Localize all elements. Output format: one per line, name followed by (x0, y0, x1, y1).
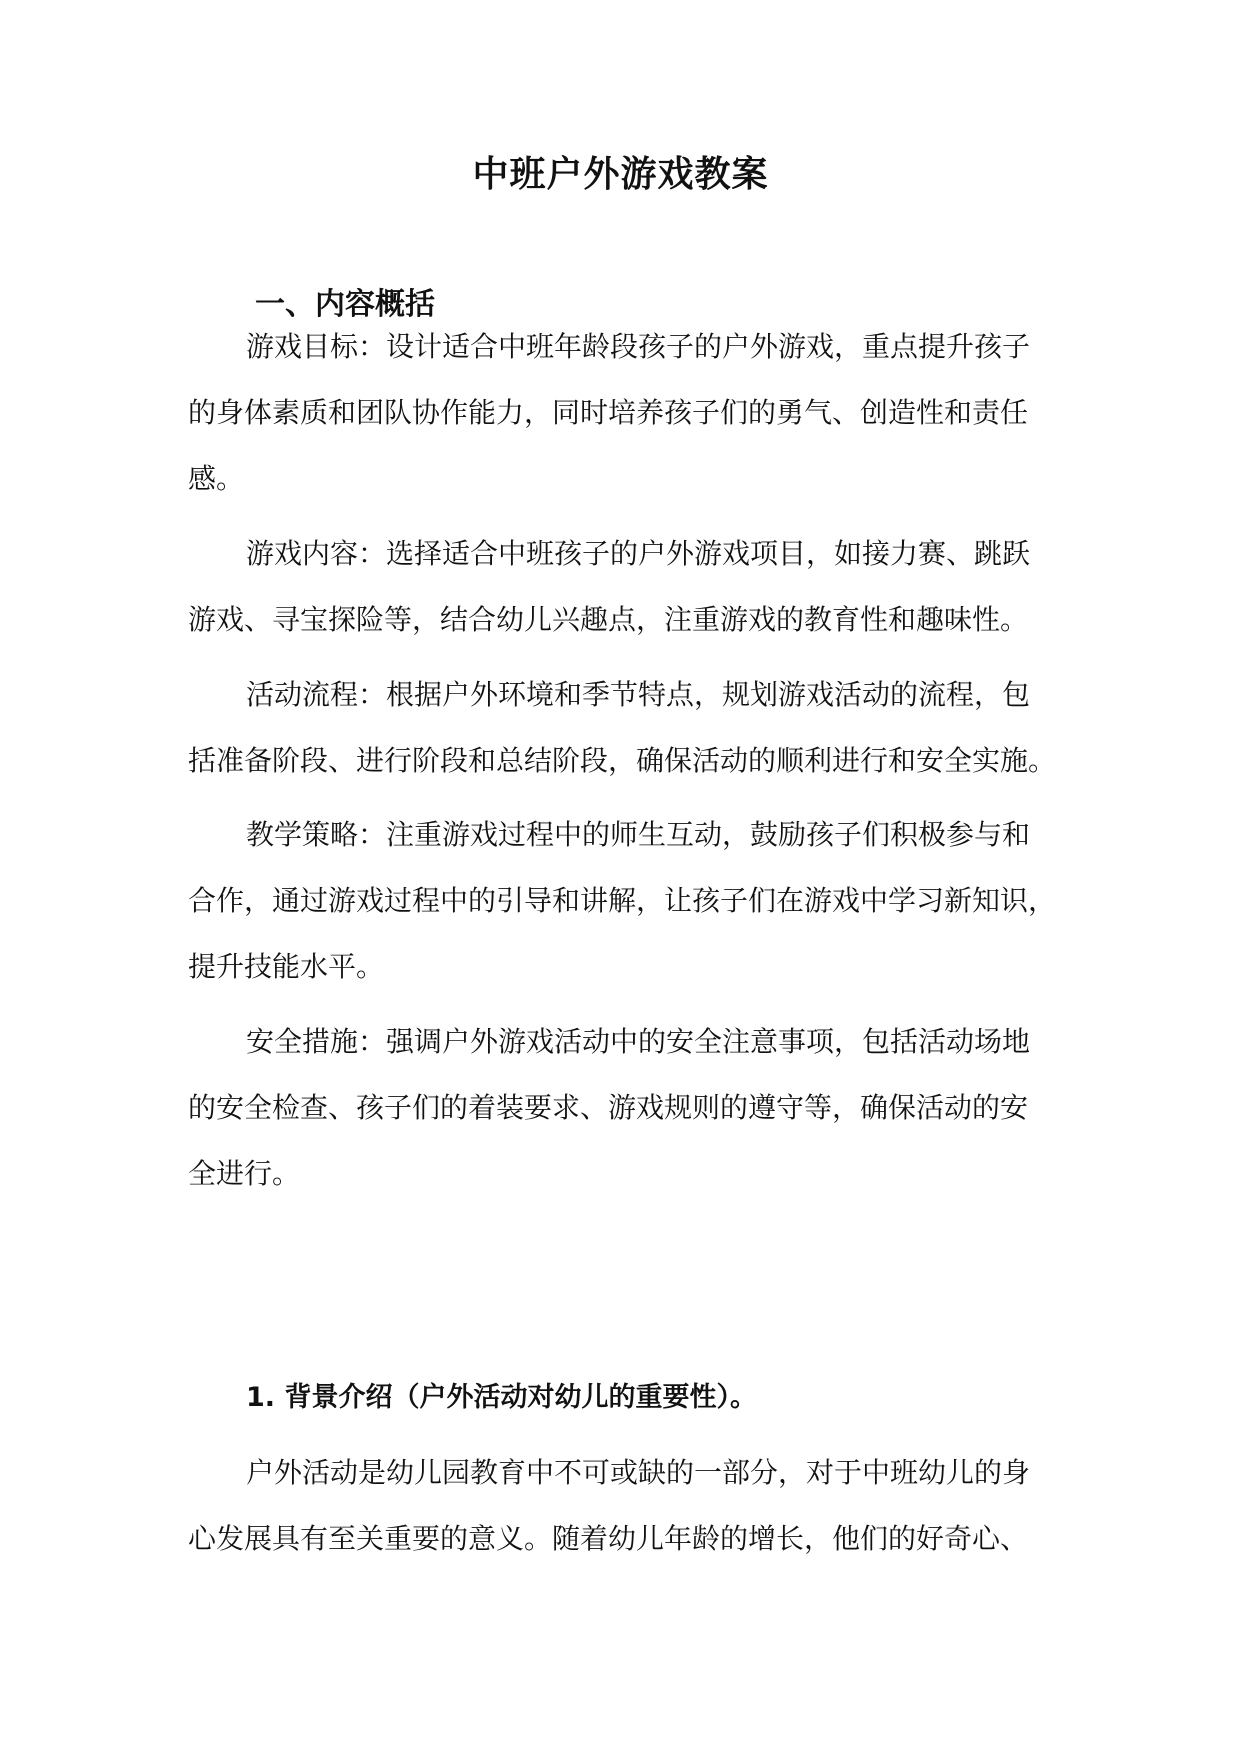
paragraph-line: 游戏目标：设计适合中班年龄段孩子的户外游戏，重点提升孩子 (246, 330, 1031, 363)
section-heading-content-summary: 一、内容概括 (255, 287, 435, 322)
paragraph-line: 的安全检查、孩子们的着装要求、游戏规则的遵守等，确保活动的安 (188, 1091, 1029, 1124)
paragraph-line: 提升技能水平。 (188, 950, 385, 983)
paragraph-line: 心发展具有至关重要的意义。随着幼儿年龄的增长，他们的好奇心、 (188, 1522, 1029, 1555)
paragraph-line: 游戏、寻宝探险等，结合幼儿兴趣点，注重游戏的教育性和趣味性。 (188, 603, 1029, 636)
paragraph-line: 安全措施：强调户外游戏活动中的安全注意事项，包括活动场地 (246, 1025, 1031, 1058)
paragraph-line: 感。 (188, 462, 245, 495)
paragraph-line: 游戏内容：选择适合中班孩子的户外游戏项目，如接力赛、跳跃 (246, 537, 1031, 570)
paragraph-line: 合作，通过游戏过程中的引导和讲解，让孩子们在游戏中学习新知识， (188, 884, 1057, 917)
paragraph-line: 教学策略：注重游戏过程中的师生互动，鼓励孩子们积极参与和 (246, 818, 1031, 851)
paragraph-line: 活动流程：根据户外环境和季节特点，规划游戏活动的流程，包 (246, 678, 1031, 711)
paragraph-line: 户外活动是幼儿园教育中不可或缺的一部分，对于中班幼儿的身 (246, 1456, 1031, 1489)
paragraph-line: 全进行。 (188, 1157, 301, 1190)
paragraph-line: 的身体素质和团队协作能力，同时培养孩子们的勇气、创造性和责任 (188, 396, 1029, 429)
paragraph-line: 括准备阶段、进行阶段和总结阶段，确保活动的顺利进行和安全实施。 (188, 744, 1057, 777)
subsection-heading-background: 1. 背景介绍（户外活动对幼儿的重要性）。 (246, 1382, 757, 1413)
document-title: 中班户外游戏教案 (472, 154, 769, 195)
